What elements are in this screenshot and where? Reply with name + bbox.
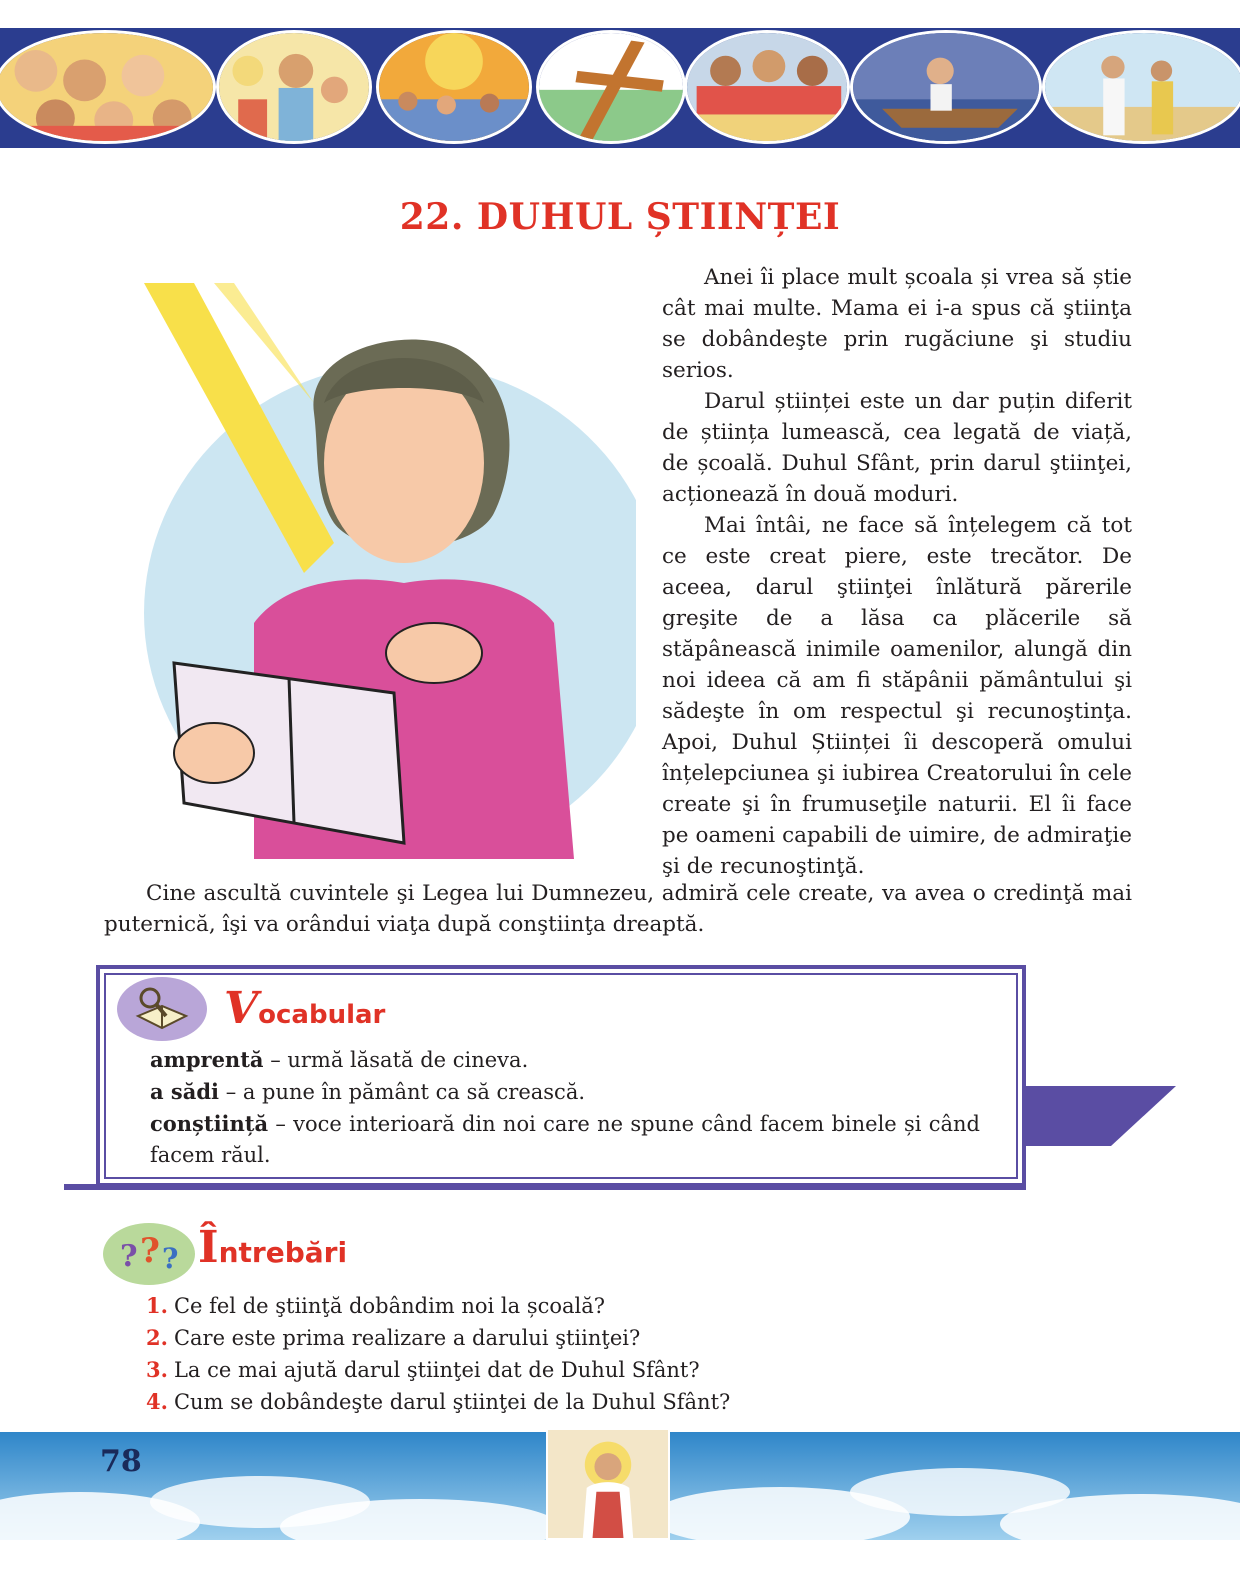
jesus-calming-storm-illustration — [850, 30, 1042, 144]
children-group-illustration — [0, 30, 216, 144]
open-book-magnifier-icon — [116, 976, 208, 1042]
question-item — [146, 1386, 730, 1418]
vocabulary-term: a sădi — [150, 1079, 220, 1104]
page-title: 22. DUHUL ȘTIINȚEI — [399, 196, 841, 238]
vocabulary-definition: – voce interioară din noi care ne spune când facem binele și când facem răul. — [150, 1112, 980, 1167]
paragraph: Mai întâi, ne face să înțelegem că tot ce este creat piere, este trecător. De aceea, darul ştiinţei înlătură părerile greşite de a lăsa ca plăcerile să stăpânească inimile oamenilor, alungă din noi ideea că am fi stăpânii pământului şi sădeşte în om respectul şi recunoştinţa. Apoi, Duhul Științei îi descoperă omului înțelepciunea şi iubirea Creatorului în cele create şi în frumuseţile naturii. El îi face pe oameni capabili de uimire, de admiraţie şi de recunoştinţă. — [662, 513, 1132, 879]
page-number: 78 — [100, 1444, 142, 1479]
vocabulary-heading: Vocabular — [224, 983, 386, 1034]
closing-paragraph-block — [104, 878, 1132, 940]
questions-list — [146, 1290, 730, 1418]
vocabulary-term: amprentă — [150, 1047, 264, 1072]
vocabulary-definition: – a pune în pământ ca să crească. — [219, 1080, 586, 1104]
vocabulary-entry — [150, 1044, 980, 1076]
jesus-blessing-illustration — [546, 1428, 670, 1540]
cross-illustration — [536, 30, 686, 144]
header-banner — [0, 28, 1240, 148]
question-number: 3. — [146, 1357, 168, 1382]
svg-text:?: ? — [162, 1242, 179, 1275]
crowd-praising-illustration — [376, 30, 532, 144]
vocabulary-list — [150, 1044, 980, 1171]
paragraph: Anei îi place mult școala și vrea să știe cât mai multe. Mama ei i-a spus că ştiinţa se dobândeşte prin rugăciune şi studiu serios. — [662, 265, 1132, 383]
question-text: Cum se dobândeşte darul ştiinţei de la Duhul Sfânt? — [173, 1390, 731, 1414]
svg-text:?: ? — [120, 1239, 138, 1274]
question-item — [146, 1322, 730, 1354]
question-number: 4. — [146, 1389, 168, 1414]
question-number: 2. — [146, 1325, 168, 1350]
jesus-with-children-illustration — [216, 30, 372, 144]
intro-text-column — [662, 262, 1132, 882]
question-text: Ce fel de ştiinţă dobândim noi la școală? — [173, 1294, 606, 1318]
paragraph: Cine ascultă cuvintele şi Legea lui Dumnezeu, admiră cele create, va avea o credinţă mai puternică, îşi va orândui viaţa după conştiinţa dreaptă. — [104, 881, 1132, 937]
question-number: 1. — [146, 1293, 168, 1318]
question-text: Care este prima realizare a darului ştiinţei? — [173, 1326, 641, 1350]
vocabulary-definition: – urmă lăsată de cineva. — [263, 1048, 529, 1072]
svg-text:?: ? — [140, 1231, 160, 1271]
question-marks-icon — [102, 1222, 196, 1286]
vocabulary-box-underline — [64, 1184, 1026, 1190]
girl-reading-book-illustration — [104, 283, 636, 859]
vocabulary-term: conștiință — [150, 1111, 269, 1136]
vocabulary-entry — [150, 1076, 980, 1108]
vocabulary-entry — [150, 1108, 980, 1171]
paragraph: Darul științei este un dar puțin diferit de știința lumească, cea legată de viață, de școală. Duhul Sfânt, prin darul ştiinţei, acționează în două moduri. — [662, 389, 1132, 507]
question-text: La ce mai ajută darul ştiinţei dat de Duhul Sfânt? — [173, 1358, 700, 1382]
question-item — [146, 1290, 730, 1322]
last-supper-illustration — [684, 30, 850, 144]
jesus-walking-with-disciples-illustration — [1042, 30, 1240, 144]
questions-heading: Întrebări — [198, 1222, 348, 1273]
vocabulary-box-tab — [1026, 1086, 1176, 1146]
question-item — [146, 1354, 730, 1386]
